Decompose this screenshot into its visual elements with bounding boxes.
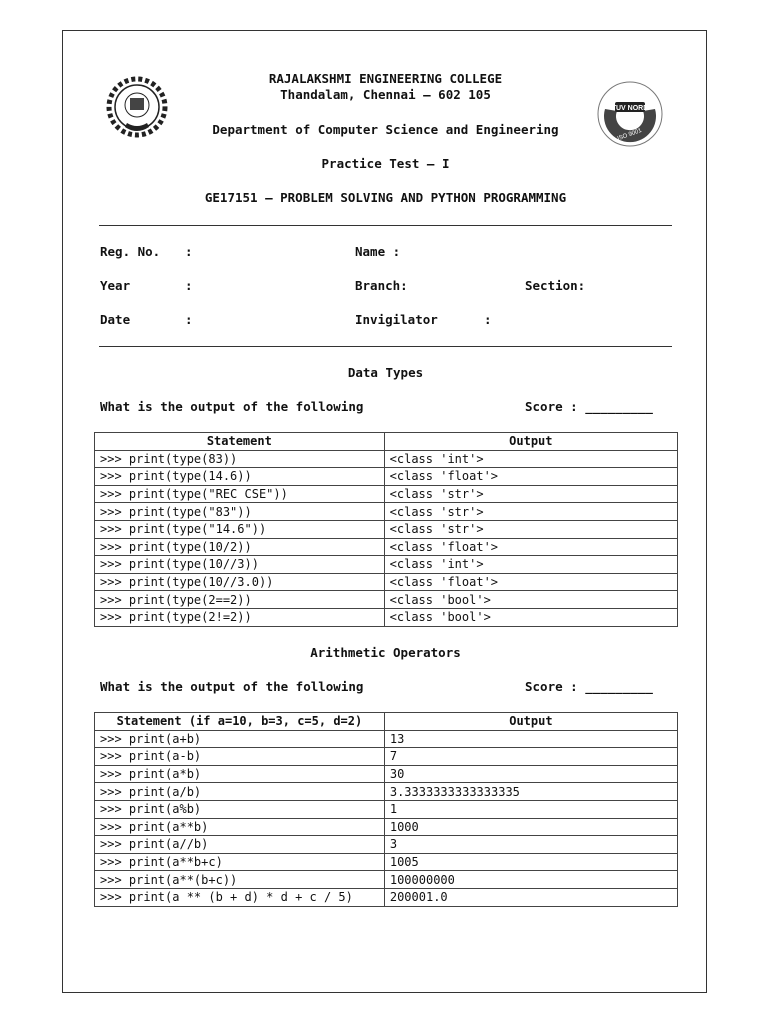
- table-row: [95, 730, 678, 748]
- svg-text:ISO 9001: ISO 9001: [616, 127, 643, 143]
- table-row: [95, 591, 678, 609]
- question-prompt: What is the output of the following: [100, 679, 364, 694]
- department-name: Department of Computer Science and Engineering: [212, 122, 559, 137]
- statement-cell: >>> print(a%b): [95, 800, 385, 818]
- invigilator-label: Invigilator: [355, 312, 438, 327]
- statement-cell: >>> print(a/b): [95, 783, 385, 801]
- score-field: Score : _________: [525, 399, 653, 414]
- reg-no-colon: :: [185, 244, 193, 259]
- statement-cell: >>> print(a-b): [95, 748, 385, 766]
- branch-label: Branch:: [355, 278, 408, 293]
- table-row: [95, 520, 678, 538]
- statement-cell: >>> print(type("REC CSE")): [95, 485, 385, 503]
- statement-cell: >>> print(type("14.6")): [95, 520, 385, 538]
- statement-cell: >>> print(a ** (b + d) * d + c / 5): [95, 888, 385, 906]
- date-colon: :: [185, 312, 193, 327]
- table-row: [95, 503, 678, 521]
- column-header-statement: Statement (if a=10, b=3, c=5, d=2): [95, 713, 385, 731]
- test-title: Practice Test – I: [321, 156, 450, 171]
- statement-cell: >>> print(a//b): [95, 836, 385, 854]
- output-cell: <class 'str'>: [384, 485, 677, 503]
- table-header-row: [95, 433, 678, 451]
- statement-cell: >>> print(type(83)): [95, 450, 385, 468]
- output-cell: <class 'bool'>: [384, 591, 677, 609]
- year-colon: :: [185, 278, 193, 293]
- output-cell: 1000: [384, 818, 677, 836]
- arithmetic-operators-table: [94, 712, 678, 907]
- statement-cell: >>> print(type(2!=2)): [95, 608, 385, 626]
- section-title-arithmetic-operators: Arithmetic Operators: [310, 645, 461, 660]
- college-name: RAJALAKSHMI ENGINEERING COLLEGE: [268, 71, 503, 86]
- statement-cell: >>> print(type(10//3.0)): [95, 573, 385, 591]
- output-cell: 3: [384, 836, 677, 854]
- statement-cell: >>> print(a**(b+c)): [95, 871, 385, 889]
- college-address: Thandalam, Chennai – 602 105: [280, 87, 491, 102]
- table-row: [95, 450, 678, 468]
- output-cell: 1: [384, 800, 677, 818]
- column-header-output: Output: [384, 713, 677, 731]
- reg-no-label: Reg. No.: [100, 244, 161, 259]
- section-title-data-types: Data Types: [347, 365, 424, 380]
- statement-cell: >>> print(a*b): [95, 765, 385, 783]
- output-cell: 1005: [384, 853, 677, 871]
- date-label: Date: [100, 312, 131, 327]
- invigilator-colon: :: [484, 312, 492, 327]
- output-cell: <class 'bool'>: [384, 608, 677, 626]
- output-cell: <class 'int'>: [384, 556, 677, 574]
- table-row: [95, 608, 678, 626]
- name-label: Name :: [355, 244, 401, 259]
- table-row: [95, 853, 678, 871]
- statement-cell: >>> print(type("83")): [95, 503, 385, 521]
- table-row: [95, 818, 678, 836]
- score-field: Score : _________: [525, 679, 653, 694]
- table-row: [95, 783, 678, 801]
- statement-cell: >>> print(type(2==2)): [95, 591, 385, 609]
- output-cell: <class 'float'>: [384, 538, 677, 556]
- table-row: [95, 871, 678, 889]
- output-cell: 7: [384, 748, 677, 766]
- data-types-table: [94, 432, 678, 627]
- statement-cell: >>> print(a**b+c): [95, 853, 385, 871]
- course-title: GE17151 – PROBLEM SOLVING AND PYTHON PROGRAMMING: [204, 190, 567, 205]
- output-cell: 13: [384, 730, 677, 748]
- column-header-output: Output: [384, 433, 677, 451]
- table-row: [95, 888, 678, 906]
- table-row: [95, 468, 678, 486]
- section-label: Section:: [525, 278, 586, 293]
- output-cell: 100000000: [384, 871, 677, 889]
- table-row: [95, 800, 678, 818]
- table-row: [95, 573, 678, 591]
- output-cell: <class 'str'>: [384, 520, 677, 538]
- divider: [99, 346, 672, 347]
- output-cell: <class 'str'>: [384, 503, 677, 521]
- statement-cell: >>> print(type(10/2)): [95, 538, 385, 556]
- statement-cell: >>> print(type(10//3)): [95, 556, 385, 574]
- table-row: [95, 485, 678, 503]
- statement-cell: >>> print(type(14.6)): [95, 468, 385, 486]
- column-header-statement: Statement: [95, 433, 385, 451]
- table-row: [95, 538, 678, 556]
- table-header-row: [95, 713, 678, 731]
- year-label: Year: [100, 278, 131, 293]
- table-row: [95, 748, 678, 766]
- exam-sheet: [62, 30, 707, 993]
- question-prompt: What is the output of the following: [100, 399, 364, 414]
- output-cell: 3.3333333333333335: [384, 783, 677, 801]
- output-cell: <class 'int'>: [384, 450, 677, 468]
- output-cell: <class 'float'>: [384, 468, 677, 486]
- output-cell: 200001.0: [384, 888, 677, 906]
- output-cell: <class 'float'>: [384, 573, 677, 591]
- table-row: [95, 836, 678, 854]
- svg-text:TUV NORD: TUV NORD: [611, 105, 649, 112]
- divider: [99, 225, 672, 226]
- table-row: [95, 556, 678, 574]
- statement-cell: >>> print(a+b): [95, 730, 385, 748]
- output-cell: 30: [384, 765, 677, 783]
- statement-cell: >>> print(a**b): [95, 818, 385, 836]
- table-row: [95, 765, 678, 783]
